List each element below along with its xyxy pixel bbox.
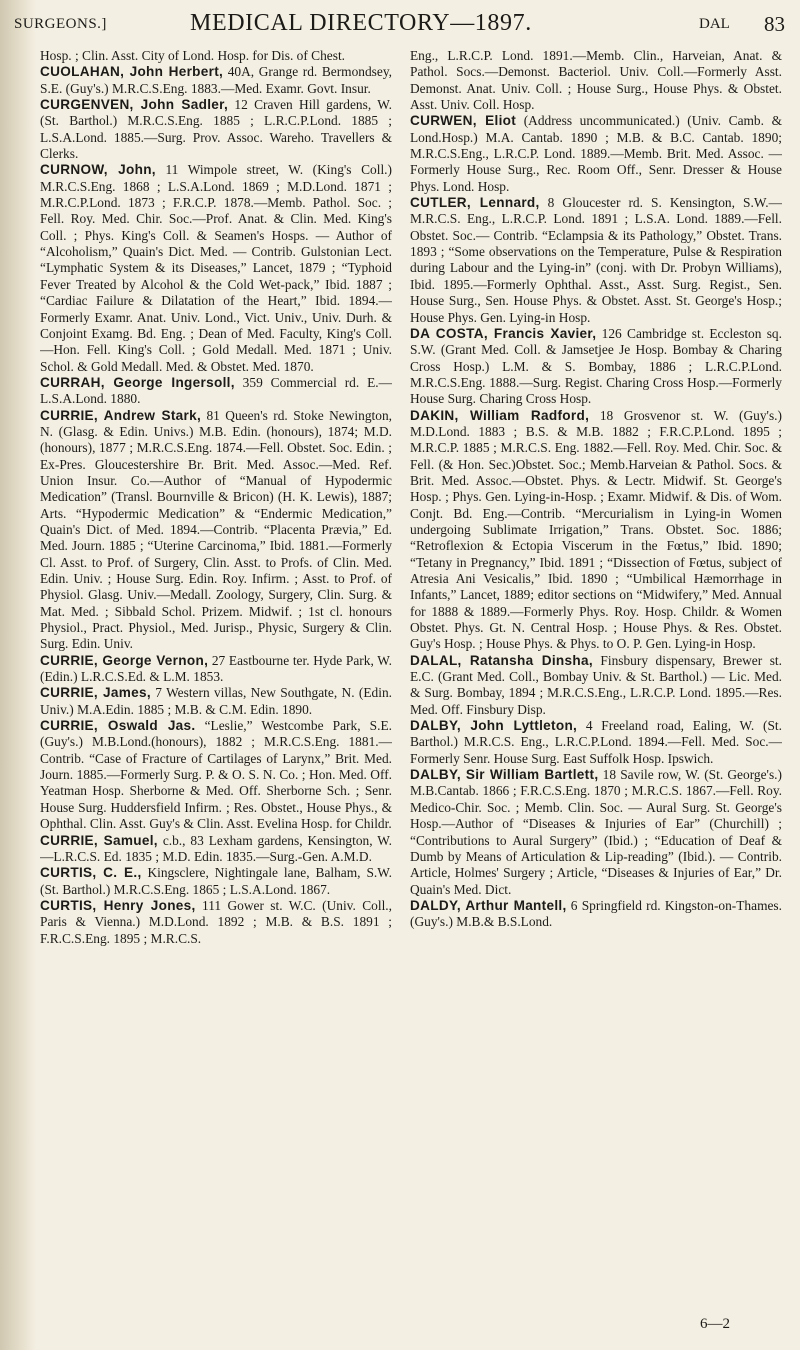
entry-text: 111 Gower st. W.C. (Univ. Coll., Paris & Vienna.) M.D.Lond. 1892 ; M.B. & B.S. 1891 ; F.R.C.S.Eng. 1895 ; M.R.C.S. <box>40 897 392 946</box>
book-gutter-shadow <box>0 0 36 1350</box>
entry-name: CURRIE, Oswald Jas. <box>40 718 196 734</box>
entry <box>40 64 392 97</box>
right-column <box>410 48 782 1338</box>
entry <box>410 653 782 718</box>
entry-name: CUOLAHAN, John Herbert, <box>40 64 224 80</box>
entry-text: 27 Eastbourne ter. Hyde Park, W. (Edin.) L.R.C.S.Ed. & L.M. 1853. <box>40 652 392 685</box>
entry-text: Kingsclere, Nightingale lane, Balham, S.W. (St. Barthol.) M.R.C.S.Eng. 1865 ; L.S.A.Lond. 1867. <box>40 865 392 897</box>
entry-text: 126 Cambridge st. Eccleston sq. S.W. (Grant Med. Coll. & Jamsetjee Je Hosp. Bombay & Charing Cross Hosp.) L.M. & S. Bombay, 1886 ; L.R.C.P.Lond. M.R.C.S.Eng. 1888.—Surg. Regist. Charing Cross Hosp.—Formerly House Surg. Charing Cross Hosp. <box>410 325 782 407</box>
entry <box>40 865 392 898</box>
entry-text: 8 Gloucester rd. S. Kensington, S.W.— M.R.C.S. Eng., L.R.C.P. Lond. 1891 ; L.S.A. Lond. 1889.—Fell. Obstet. Soc.— Contrib. “Eclampsia & its Pathology,” Obstet. Trans. 1893 ; “Some observations on the Temperature, Pulse & Respiration during Labour and the Lying-in” (conj. with Dr. Probyn Williams), Ibid. 1895.—Formerly Ophthal. Asst., Asst. Surg. Regist., Sen. House Surg., Sen. House Phys. & Obstet. Asst. St. George's Hosp.; House Phys. Gen. Lying-in Hosp. <box>410 195 782 325</box>
entry-name: DALBY, Sir William Bartlett, <box>410 767 599 783</box>
entry-text: c.b., 83 Lexham gardens, Kensington, W.—L.R.C.S. Ed. 1835 ; M.D. Edin. 1835.—Surg.-Gen. A.M.D. <box>40 832 392 864</box>
entry-text: 4 Freeland road, Ealing, W. (St. Barthol.) M.R.C.S. Eng., L.R.C.P.Lond. 1894.—Fell. Med. Soc.—Formerly Senr. House Surg. East Suffolk Hosp. Ipswich. <box>410 718 782 766</box>
entry-name: DALDY, Arthur Mantell, <box>410 897 567 913</box>
entry-text: 11 Wimpole street, W. (King's Coll.) M.R.C.S.Eng. 1868 ; L.S.A.Lond. 1869 ; M.D.Lond. 1871 ; M.R.C.P.Lond. 1873 ; F.R.C.P. 1878.—Memb. Pathol. Soc. ; Fell. Roy. Med. Chir. Soc.—Prof. Anat. & Clin. Med. King's Coll. ; Phys. King's Coll. & Seamen's Hosps. — Author of “Alcoholism,” Quain's Dict. Med. — Contrib. Gulstonian Lect. “Lymphatic System & its Diseases,” Lancet, 1879 ; “Typhoid Fever Treated by Alcohol & the Cold Wet-pack,” Ibid. 1887 ; “Cardiac Failure & Dilatation of the Heart,” Ibid. 1894.—Formerly Examr. Anat. Univ. Lond., Vict. Univ., Univ. Durh. & Conjoint Examg. Bd. Eng. ; Dean of Med. Faculty, King's Coll.—Hon. Fell. King's Coll. ; Gold Medall. Med. 1871 ; Univ. Schol. & Gold Medall. Med. & Obstet. Med. 1870. <box>40 162 392 374</box>
entry-text: 18 Grosvenor st. W. (Guy's.) M.D.Lond. 1883 ; B.S. & M.B. 1882 ; F.R.C.P.Lond. 1895 ; M.R.C.P. 1885 ; M.R.C.S. Eng. 1882.—Fell. Roy. Med. Chir. Soc. & Fell. (& Hon. Sec.)Obstet. Soc.; Memb.Harveian & Pathol. Socs. & Brit. Med. Assoc.—Obstet. Phys. & Lectr. Midwif. St. George's Hosp. ; Phys. Gen. Lying-in-Hosp. ; Examr. Midwif. & Dis. of Wom. Conjt. Bd. Eng.—Contrib. “Mercurialism in Lying-in Women undergoing Sublimate Irrigation,” Trans. Obstet. Soc. 1886; “Retroflexion & Ectopia Viscerum in the Fœtus,” Ibid. 1890; “Tetany in Pregnancy,” Ibid. 1891 ; “Dissection of Fœtus, subject of Atresia Ani Vesicalis,” Ibid. 1890 ; “Umbilical Hæmorrhage in Infants,” Lancet, 1889; editor sections on “Midwifery,” Med. Annual for 1888 & 1889.—Formerly Phys. Roy. Hosp. Childr. & Women Obstet. Phys. Gt. N. Central Hosp. ; House Phys. & Res. Obstet. Guy's Hosp. ; House Phys. & Phys. to O. P. Gen. Lying-in Hosp. <box>410 407 782 652</box>
entry-name: CURRIE, George Vernon, <box>40 652 209 668</box>
running-head: DAL <box>699 16 730 32</box>
entry-text: 6 Springfield rd. Kingston-on-Thames. (Guy's.) M.B.& B.S.Lond. <box>410 897 782 930</box>
entry <box>410 767 782 898</box>
entry-text: Eng., L.R.C.P. Lond. 1891.—Memb. Clin., Harveian, Anat. & Pathol. Socs.—Demonst. Bacteriol. Univ. Coll.—Formerly Asst. Demonst. Anat. Univ. Coll. ; House Surg., House Phys. & Obstet. Asst. Univ. Coll. Hosp. <box>410 48 782 113</box>
entry-name: DAKIN, William Radford, <box>410 407 590 423</box>
entry <box>40 375 392 408</box>
entry <box>410 195 782 326</box>
entry-name: CURWEN, Eliot <box>410 113 517 129</box>
entry <box>410 48 782 113</box>
entry <box>410 408 782 653</box>
entry <box>40 162 392 374</box>
entry-name: CURGENVEN, John Sadler, <box>40 97 229 113</box>
entry <box>40 48 392 64</box>
entry-name: CURRIE, Samuel, <box>40 832 158 848</box>
page-title: MEDICAL DIRECTORY—1897. <box>190 10 532 36</box>
entry-name: DALBY, John Lyttleton, <box>410 718 578 734</box>
entry-name: CURTIS, C. E., <box>40 865 142 881</box>
entry-name: CURRIE, James, <box>40 685 151 701</box>
section-label: SURGEONS.] <box>14 16 107 32</box>
entry-name: CUTLER, Lennard, <box>410 195 540 211</box>
entry-name: CURRIE, Andrew Stark, <box>40 407 202 423</box>
entry-name: CURNOW, John, <box>40 162 156 178</box>
entry-text: “Leslie,” Westcombe Park, S.E. (Guy's.) M.B.Lond.(honours), 1882 ; M.R.C.S.Eng. 1881.—Contrib. “Case of Fracture of Cartilages of Larynx,” Brit. Med. Journ. 1885.—Formerly Surg. P. & O. S. N. Co. ; Hon. Med. Off. Yeatman Hosp. Sherborne & Med. Off. Sherborne Sch. ; Senr. House Surg. Huddersfield Infirm. ; Res. Obstet., House Phys., & Ophthal. Clin. Asst. Guy's & Clin. Asst. Evelina Hosp. for Childr. <box>40 718 392 832</box>
page-header <box>14 6 794 42</box>
entry <box>40 898 392 947</box>
entry-name: CURRAH, George Ingersoll, <box>40 374 235 390</box>
entry-text: 18 Savile row, W. (St. George's.) M.B.Cantab. 1866 ; F.R.C.S.Eng. 1870 ; M.R.C.S. 1867.—Fell. Roy. Medico-Chir. Soc. ; Memb. Clin. Soc. — Aural Surg. St. George's Hosp.—Author of “Diseases & Injuries of Ear” (Churchill) ; “Contributions to Aural Surgery” (Ibid.) ; “Education of Deaf & Dumb by Means of Articulation & Lip-reading” (Ibid.). — Contrib. Article, Holmes' Surgery ; Article, “Diseases & Injuries of Ear,” Dr. Quain's Med. Dict. <box>410 767 782 897</box>
entry-name: DALAL, Ratansha Dinsha, <box>410 652 593 668</box>
left-column <box>40 48 392 1338</box>
entry <box>410 113 782 195</box>
entry-text: 12 Craven Hill gardens, W. (St. Barthol.) M.R.C.S.Eng. 1885 ; L.R.C.P.Lond. 1885 ; L.S.A.Lond. 1885.—Surg. Prov. Assoc. Wareho. Travellers & Clerks. <box>40 97 392 162</box>
entry <box>410 718 782 767</box>
entry <box>40 408 392 653</box>
page-number: 83 <box>764 12 785 36</box>
entry-text: (Address uncommunicated.) (Univ. Camb. & Lond.Hosp.) M.A. Cantab. 1890 ; M.B. & B.C. Cantab. 1890; M.R.C.S.Eng., L.R.C.P. Lond. 1889.—Memb. Brit. Med. Assoc. —Formerly House Surg., Rec. Room Off., Senr. Dresser & House Phys. Lond. Hosp. <box>410 113 782 194</box>
entry <box>410 898 782 931</box>
entry <box>40 97 392 162</box>
entry <box>40 833 392 866</box>
entry-text: 40A, Grange rd. Bermondsey, S.E. (Guy's.) M.R.C.S.Eng. 1883.—Med. Examr. Govt. Insur. <box>40 64 392 96</box>
entry-text: Hosp. ; Clin. Asst. City of Lond. Hosp. for Dis. of Chest. <box>40 48 346 63</box>
entry-text: 7 Western villas, New Southgate, N. (Edin. Univ.) M.A.Edin. 1885 ; M.B. & C.M. Edin. 1890. <box>40 685 392 717</box>
entry-text: Finsbury dispensary, Brewer st. E.C. (Grant Med. Coll., Bombay Univ. & St. Barthol.) — Lic. Med. & Surg. Bombay, 1894 ; M.R.C.S.Eng., L.R.C.P. Lond. 1895.—Res. Med. Off. Finsbury Disp. <box>410 652 782 717</box>
entry <box>410 326 782 408</box>
entry-text: 81 Queen's rd. Stoke Newington, N. (Glasg. & Edin. Univs.) M.B. Edin. (honours), 1874; M.D. (honours), 1877 ; M.R.C.S.Eng. 1874.—Fell. Obstet. Soc. Edin. ; Ex-Pres. Gloucestershire Br. Brit. Med. Assoc.—Med. Ref. Union Insur. Co.—Author of “Manual of Hypodermic Medication” (Transl. Bournville & Bricon) (H. K. Lewis), 1887; Arts. “Hypodermic Medication” & “Endermic Medication,” Quain's Dict. of Med. 1894.—Contrib. “Placenta Prævia,” Ed. Med. Journ. 1885 ; “Uterine Carcinoma,” Ibid. 1881.—Formerly Cl. Asst. to Prof. of Surgery, Clin. Asst. to Profs. of Clin. Med. Edin. Univ. ; House Surg. Edin. Roy. Infirm. ; Asst. to Prof. of Physiol. Glasg. Univ.—Medall. Zoology, Surgery, Clin. Surg. & Mat. Med. ; Sibbald Schol. Prizem. Midwif. ; 1st cl. honours Physiol., Pract. Physiol., Med. Jurisp., Physic, Surgery & Clin. Surg. Edin. Univ. <box>40 407 392 652</box>
entry <box>40 685 392 718</box>
entry <box>40 718 392 832</box>
signature-mark: 6—2 <box>700 1316 730 1332</box>
entry-name: DA COSTA, Francis Xavier, <box>410 325 597 341</box>
entry-text: 359 Commercial rd. E.—L.S.A.Lond. 1880. <box>40 374 392 407</box>
entry-name: CURTIS, Henry Jones, <box>40 897 196 913</box>
entry <box>40 653 392 686</box>
